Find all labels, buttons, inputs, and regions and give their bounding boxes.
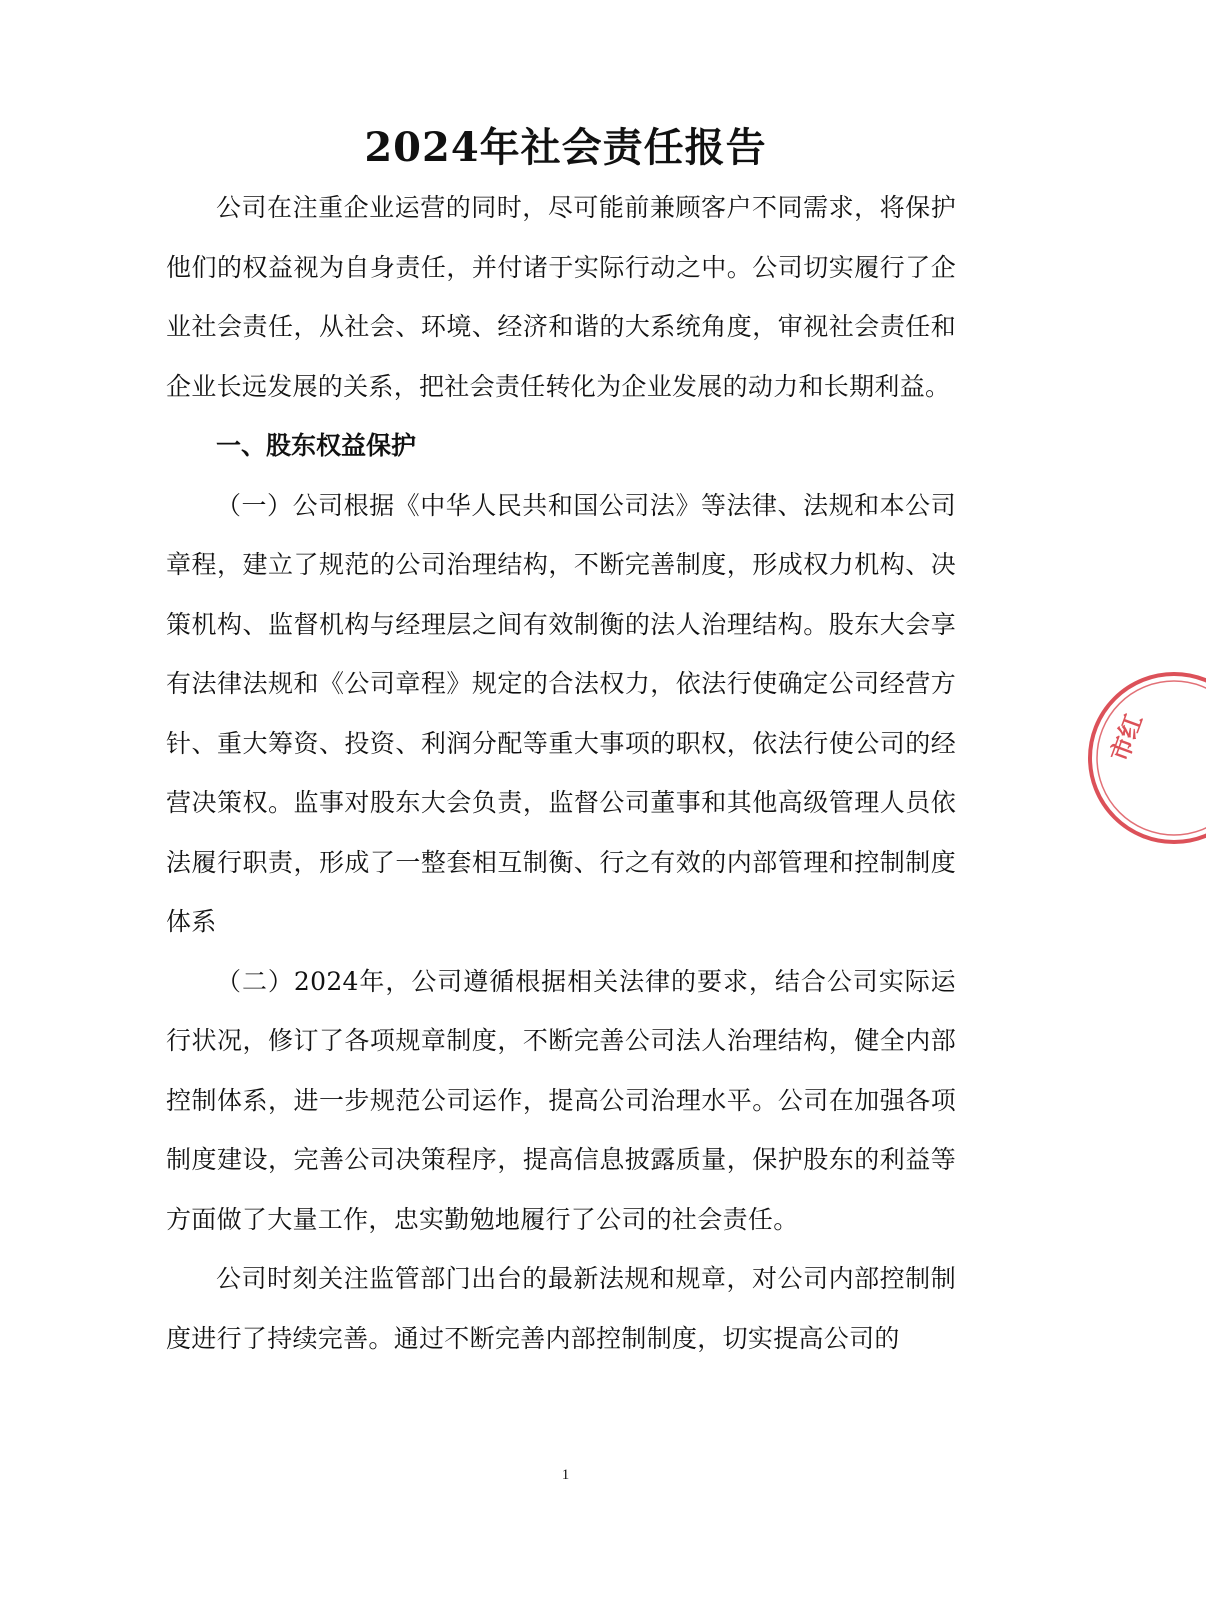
- seal-text: 市红: [1104, 710, 1149, 766]
- document-body: [166, 178, 956, 1368]
- section-heading-shareholder-rights: 一、股东权益保护: [216, 431, 417, 460]
- intro-paragraph: 公司在注重企业运营的同时，尽可能前兼顾客户不同需求，将保护他们的权益视为自身责任，并付诸于实际行动之中。公司切实履行了企业社会责任，从社会、环境、经济和谐的大系统角度，审视社会责任和企业长远发展的关系，把社会责任转化为企业发展的动力和长期利益。: [166, 193, 956, 401]
- document-title: 2024年社会责任报告: [364, 124, 767, 171]
- section1-paragraph-2: （二）2024年，公司遵循根据相关法律的要求，结合公司实际运行状况，修订了各项规章制度，不断完善公司法人治理结构，健全内部控制体系，进一步规范公司运作，提高公司治理水平。公司在加强各项制度建设，完善公司决策程序，提高信息披露质量，保护股东的利益等方面做了大量工作，忠实勤勉地履行了公司的社会责任。: [166, 966, 956, 1234]
- company-seal-stamp: [1086, 668, 1206, 848]
- section1-paragraph-1: （一）公司根据《中华人民共和国公司法》等法律、法规和本公司章程，建立了规范的公司治理结构，不断完善制度，形成权力机构、决策机构、监督机构与经理层之间有效制衡的法人治理结构。股东大会享有法律法规和《公司章程》规定的合法权力，依法行使确定公司经营方针、重大筹资、投资、利润分配等重大事项的职权，依法行使公司的经营决策权。监事对股东大会负责，监督公司董事和其他高级管理人员依法履行职责，形成了一整套相互制衡、行之有效的内部管理和控制制度体系: [166, 490, 956, 936]
- page-number: 1: [561, 1467, 570, 1483]
- section1-paragraph-3: 公司时刻关注监管部门出台的最新法规和规章，对公司内部控制制度进行了持续完善。通过不断完善内部控制制度，切实提高公司的: [166, 1264, 956, 1353]
